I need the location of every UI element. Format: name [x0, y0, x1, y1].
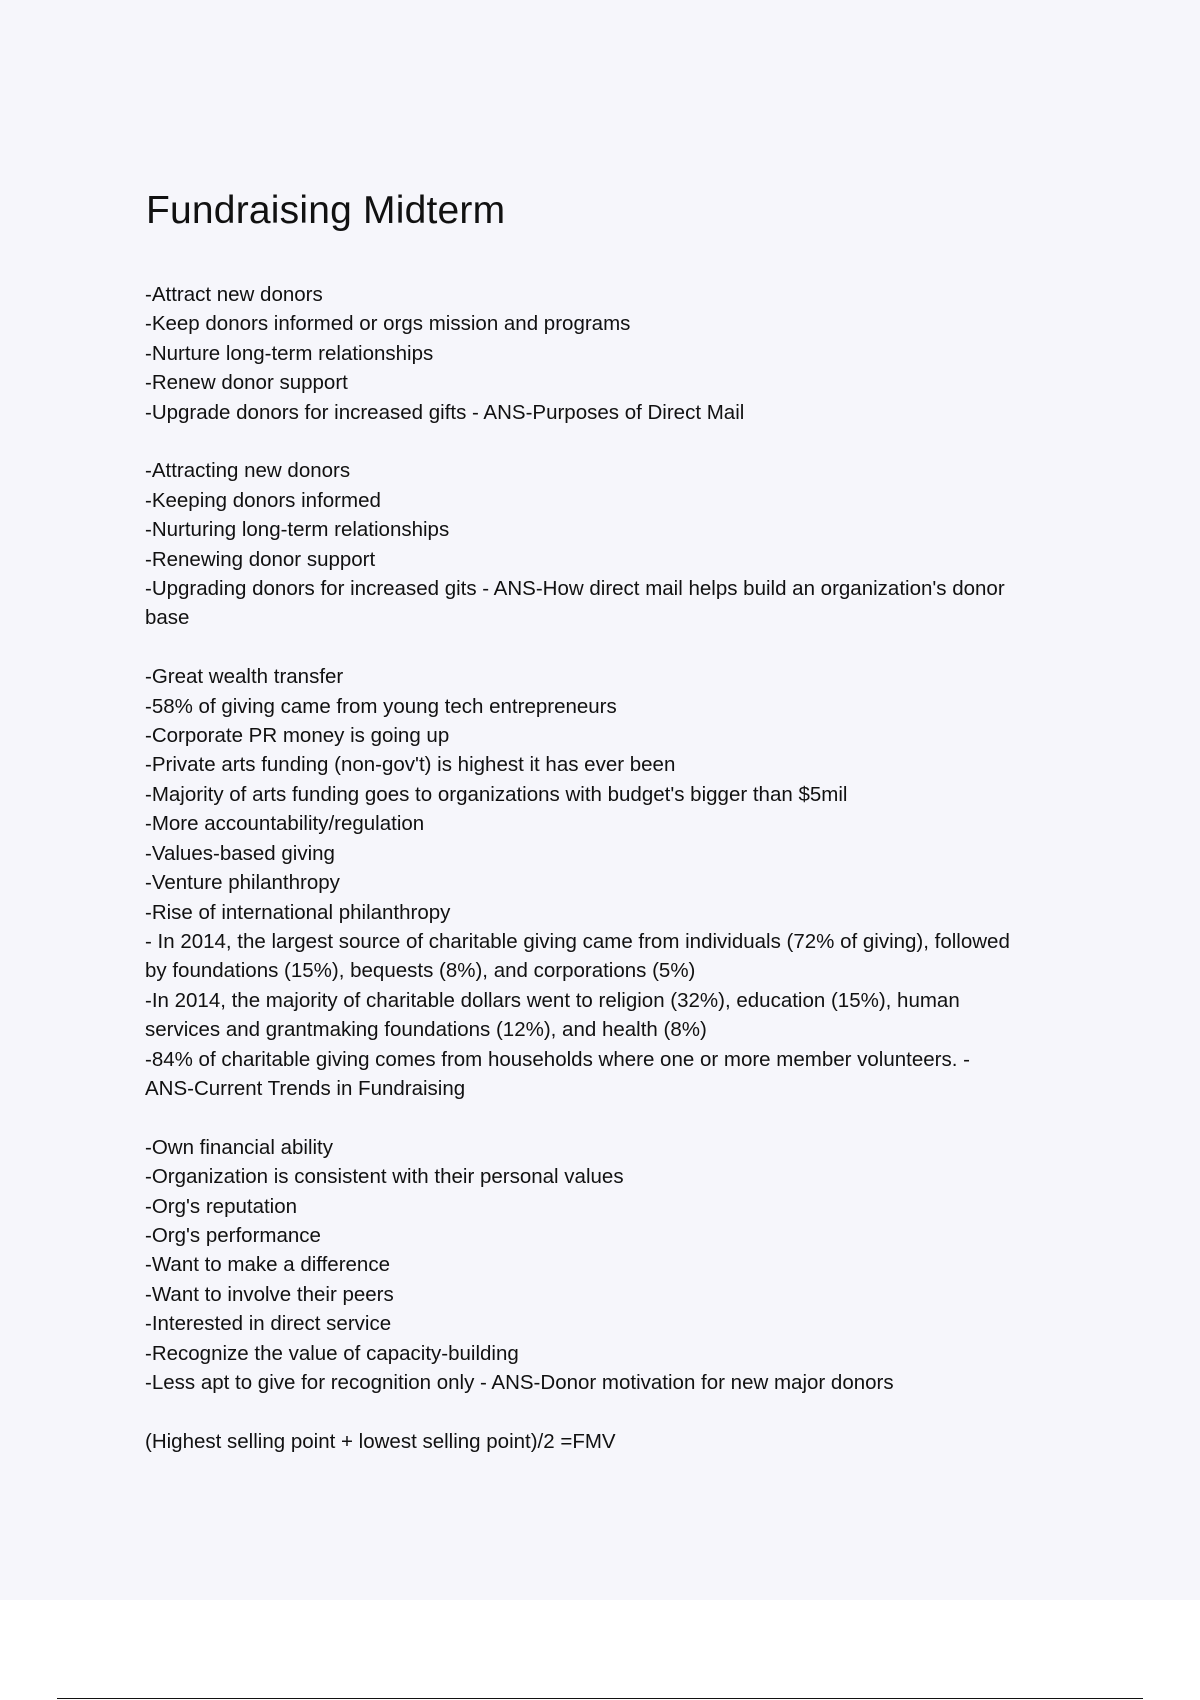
text-line: -58% of giving came from young tech entrepreneurs	[145, 694, 617, 718]
text-line: -Majority of arts funding goes to organizations with budget's bigger than $5mil	[145, 782, 848, 806]
text-line: -Rise of international philanthropy	[145, 900, 451, 924]
section-donor-base	[145, 456, 1087, 632]
text-line: -In 2014, the majority of charitable dollars went to religion (32%), education (15%), human	[145, 988, 960, 1012]
text-line: -Upgrade donors for increased gifts - ANS-Purposes of Direct Mail	[145, 400, 745, 424]
page-title: Fundraising Midterm	[146, 189, 506, 232]
text-line: (Highest selling point + lowest selling point)/2 =FMV	[145, 1429, 616, 1453]
text-line: -Nurture long-term relationships	[145, 341, 434, 365]
text-line: -More accountability/regulation	[145, 812, 425, 836]
text-line: -Org's reputation	[145, 1194, 298, 1218]
text-line: by foundations (15%), bequests (8%), and corporations (5%)	[145, 959, 696, 983]
text-line: -Great wealth transfer	[145, 665, 344, 689]
text-line: -Private arts funding (non-gov't) is highest it has ever been	[145, 753, 676, 777]
footer-divider	[57, 1698, 1143, 1699]
text-line: -Organization is consistent with their personal values	[145, 1165, 624, 1189]
text-line: -Want to involve their peers	[145, 1282, 394, 1306]
text-line: -Venture philanthropy	[145, 871, 340, 895]
document-body	[145, 280, 1087, 1486]
text-line: -84% of charitable giving comes from households where one or more member volunteers. -	[145, 1047, 970, 1071]
text-line: -Recognize the value of capacity-building	[145, 1341, 519, 1365]
text-line: -Renewing donor support	[145, 547, 376, 571]
text-line: -Corporate PR money is going up	[145, 724, 450, 748]
text-line: services and grantmaking foundations (12%), and health (8%)	[145, 1018, 707, 1042]
section-direct-mail-purposes	[145, 280, 1087, 427]
text-line: -Attract new donors	[145, 283, 323, 306]
text-line: -Interested in direct service	[145, 1312, 392, 1336]
text-line: base	[145, 606, 190, 630]
text-line: -Org's performance	[145, 1223, 321, 1247]
section-current-trends	[145, 662, 1087, 1103]
section-fmv-formula	[145, 1427, 1087, 1456]
text-line: - In 2014, the largest source of charitable giving came from individuals (72% of giving), followed	[145, 929, 1010, 953]
text-line: -Nurturing long-term relationships	[145, 518, 450, 542]
text-line: -Less apt to give for recognition only - ANS-Donor motivation for new major donors	[145, 1370, 894, 1394]
text-line: -Attracting new donors	[145, 459, 351, 483]
text-line: -Own financial ability	[145, 1135, 333, 1159]
text-line: -Upgrading donors for increased gits - ANS-How direct mail helps build an organization's donor	[145, 577, 1005, 601]
text-line: -Values-based giving	[145, 841, 335, 865]
text-line: -Renew donor support	[145, 371, 348, 395]
section-donor-motivation	[145, 1133, 1087, 1398]
text-line: ANS-Current Trends in Fundraising	[145, 1076, 466, 1100]
text-line: -Keep donors informed or orgs mission and programs	[145, 312, 631, 336]
text-line: -Want to make a difference	[145, 1253, 390, 1277]
text-line: -Keeping donors informed	[145, 488, 381, 512]
